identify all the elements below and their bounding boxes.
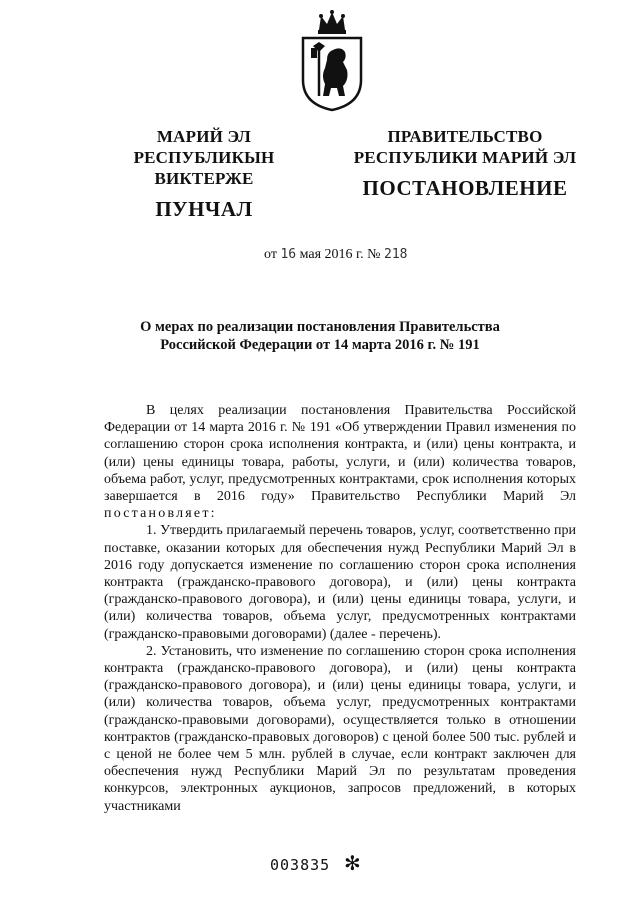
item-1-paragraph: 1. Утвердить прилагаемый перечень товаров, услуг, соответственно при поставке, оказании которых для обеспечения нужд Республики Марий Эл в 2016 году допускается изменение по соглашению сторон срока исполнения контракта (гражданско-правового договора), и (или) цены контракта (гражданско-правового договора), и (или) цены единицы товара, услуги, и (или) количества товаров, объема услуг, предусмотренных контрактами (гражданско-правовыми договорами) (далее - перечень).	[104, 523, 576, 642]
header-left-line-1: МАРИЙ ЭЛ РЕСПУБЛИКЫН	[133, 127, 275, 167]
header-right	[352, 126, 578, 199]
header-left	[88, 126, 320, 220]
item-2-paragraph: 2. Установить, что изменение по соглашению сторон срока исполнения контракта (гражданско-правового договора), и (или) цены контракта (гражданско-правового договора), и (или) цены единицы товара, услуги, и (или) количества товаров, объема услуг, предусмотренных контрактами (гражданско-правовыми договорами), осуществляется только в отношении контрактов (гражданско-правовых договоров) с ценой более 500 тыс. рублей и с ценой не более чем 5 млн. рублей в случае, если контракт заключен для обеспечения нужд Республики Марий Эл по результатам проведения конкурсов, электронных аукционов, запросов предложений, в которых участниками	[104, 643, 576, 814]
decree-word: постановляет:	[104, 506, 217, 522]
document-title	[100, 318, 540, 354]
intro-text: В целях реализации постановления Правительства Российской Федерации от 14 марта 2016 г. № 191 «Об утверждении Правил изменения по соглашению сторон срока исполнения контракта, и (или) цены контракта, и (или) цены единицы товара, работы, услуги, и (или) количества товаров, объема работ, услуг, предусмотренных контрактами, срок исполнения которых завершается в 2016 году» Правительство Республики Марий Эл	[104, 403, 576, 505]
document-body	[104, 402, 576, 815]
date-prefix: от	[264, 247, 277, 262]
header-right-line-2: РЕСПУБЛИКИ МАРИЙ ЭЛ	[353, 148, 577, 167]
crown-icon	[319, 12, 345, 30]
footer-serial-number: 003835	[270, 856, 331, 874]
coat-of-arms-icon	[297, 8, 367, 112]
intro-paragraph	[104, 402, 576, 522]
header-left-line-2: ВИКТЕРЖЕ	[154, 169, 254, 188]
footer-asterisk-icon: ✻	[344, 853, 361, 875]
header-right-line-1: ПРАВИТЕЛЬСТВО	[387, 127, 543, 146]
header-right-doc-kind: ПОСТАНОВЛЕНИЕ	[362, 176, 568, 200]
date-month-year: мая 2016 г. №	[299, 247, 381, 262]
document-title-line-1: О мерах по реализации постановления Правительства	[140, 319, 500, 335]
document-title-line-2: Российской Федерации от 14 марта 2016 г. № 191	[160, 337, 480, 353]
bear-icon	[323, 48, 348, 96]
date-day: 16	[280, 247, 297, 262]
header-left-doc-kind: ПУНЧАЛ	[155, 197, 253, 221]
document-number: 218	[384, 247, 408, 262]
date-line	[264, 246, 408, 264]
